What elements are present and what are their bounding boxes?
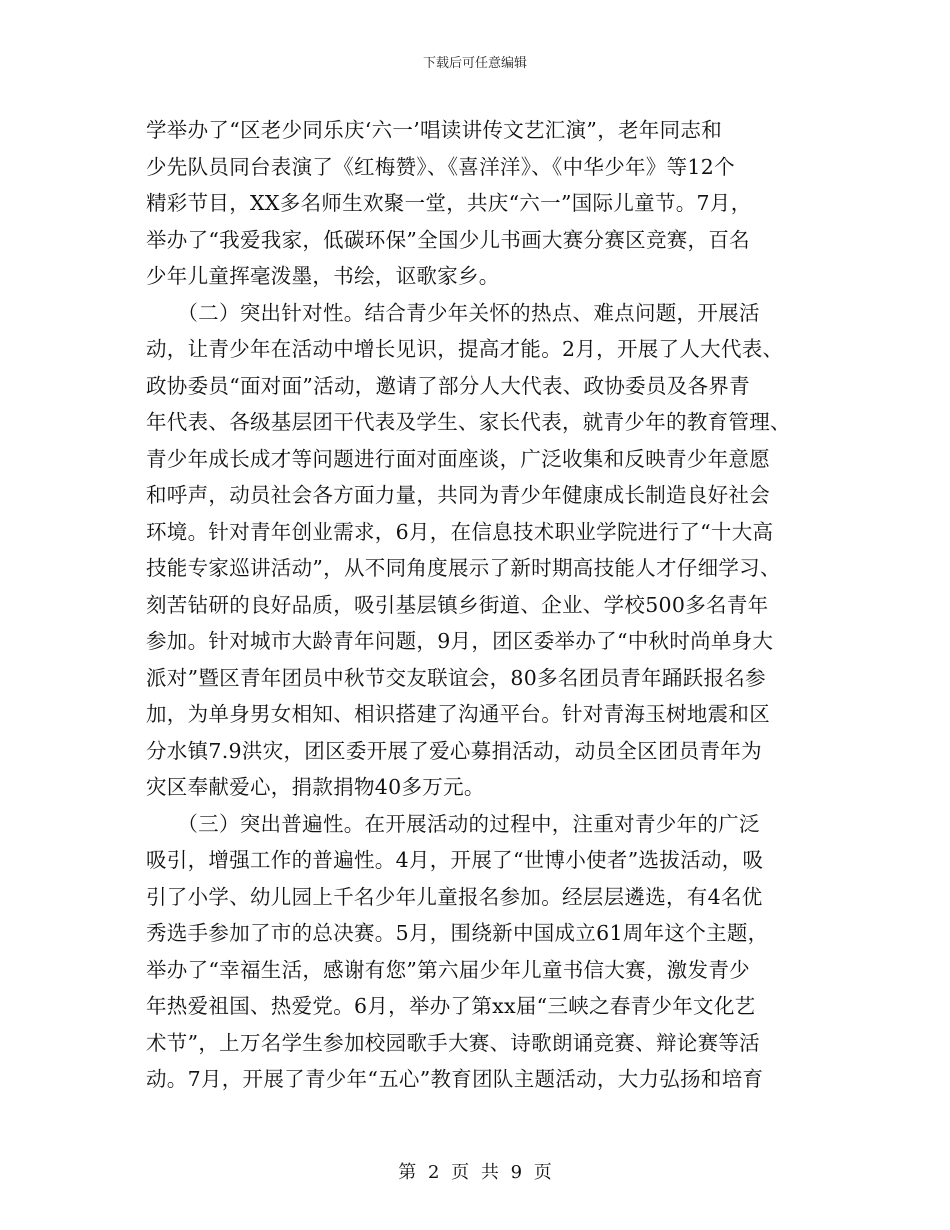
text-line: 政协委员“面对面”活动，邀请了部分人大代表、政协委员及各界青 bbox=[146, 373, 750, 398]
text-line: 引了小学、幼儿园上千名少年儿童报名参加。经层层遴选，有4名优 bbox=[146, 884, 763, 909]
page-footer: 第 2 页 共 9 页 bbox=[398, 1162, 552, 1183]
text-line: 加，为单身男女相知、相识搭建了沟通平台。针对青海玉树地震和区 bbox=[146, 702, 770, 726]
text-line: 动。7月，开展了青少年“五心”教育团队主题活动，大力弘扬和培育 bbox=[146, 1067, 764, 1091]
document-body bbox=[146, 112, 816, 1098]
text-line: 灾区奉献爱心，捐款捐物40多万元。 bbox=[146, 775, 485, 799]
text-line: 举办了“幸福生活，感谢有您”第六届少年儿童书信大赛，激发青少 bbox=[146, 957, 750, 982]
page-header: 下载后可任意编辑 bbox=[422, 56, 527, 71]
text-line: 秀选手参加了市的总决赛。5月，围绕新中国成立61周年这个主题， bbox=[146, 921, 769, 945]
text-line: 年代表、各级基层团干代表及学生、家长代表，就青少年的教育管理、 bbox=[146, 410, 791, 434]
text-line: 刻苦钻研的良好品质，吸引基层镇乡街道、企业、学校500多名青年 bbox=[146, 592, 769, 617]
text-line: （三）突出普遍性。在开展活动的过程中，注重对青少年的广泛 bbox=[146, 811, 760, 836]
text-line: 动，让青少年在活动中增长见识，提高才能。2月，开展了人大代表、 bbox=[146, 337, 784, 361]
text-line: 少年儿童挥毫泼墨，书绘，讴歌家乡。 bbox=[146, 264, 500, 288]
text-line: 年热爱祖国、热爱党。6月，举办了第xx届“三峡之春青少年文化艺 bbox=[146, 994, 756, 1018]
text-line: 学举办了“区老少同乐庆‘六一’唱读讲传文艺汇演”，老年同志和 bbox=[146, 118, 722, 142]
text-line: 参加。针对城市大龄青年问题，9月，团区委举办了“中秋时尚单身大 bbox=[146, 629, 774, 653]
text-line: 精彩节目，XX多名师生欢聚一堂，共庆“六一”国际儿童节。7月， bbox=[146, 191, 752, 215]
text-line: （二）突出针对性。结合青少年关怀的热点、难点问题，开展活 bbox=[146, 300, 760, 325]
text-line: 技能专家巡讲活动”，从不同角度展示了新时期高技能人才仔细学习、 bbox=[146, 556, 781, 580]
text-line: 青少年成长成才等问题进行面对面座谈，广泛收集和反映青少年意愿 bbox=[146, 446, 770, 471]
text-line: 术节”，上万名学生参加校园歌手大赛、诗歌朗诵竞赛、辩论赛等活 bbox=[146, 1030, 760, 1055]
text-line: 环境。针对青年创业需求，6月，在信息技术职业学院进行了“十大高 bbox=[146, 519, 774, 544]
text-line: 分水镇7.9洪灾，团区委开展了爱心募捐活动，动员全区团员青年为 bbox=[146, 738, 762, 763]
text-line: 和呼声，动员社会各方面力量，共同为青少年健康成长制造良好社会 bbox=[146, 483, 770, 507]
text-line: 派对”暨区青年团员中秋节交友联谊会，80多名团员青年踊跃报名参 bbox=[146, 665, 766, 690]
text-line: 吸引，增强工作的普遍性。4月，开展了“世博小使者”选拔活动，吸 bbox=[146, 848, 764, 872]
text-line: 少先队员同台表演了《红梅赞》、《喜洋洋》、《中华少年》等12个 bbox=[146, 154, 735, 179]
text-line: 举办了“我爱我家，低碳环保”全国少儿书画大赛分赛区竞赛，百名 bbox=[146, 227, 750, 252]
